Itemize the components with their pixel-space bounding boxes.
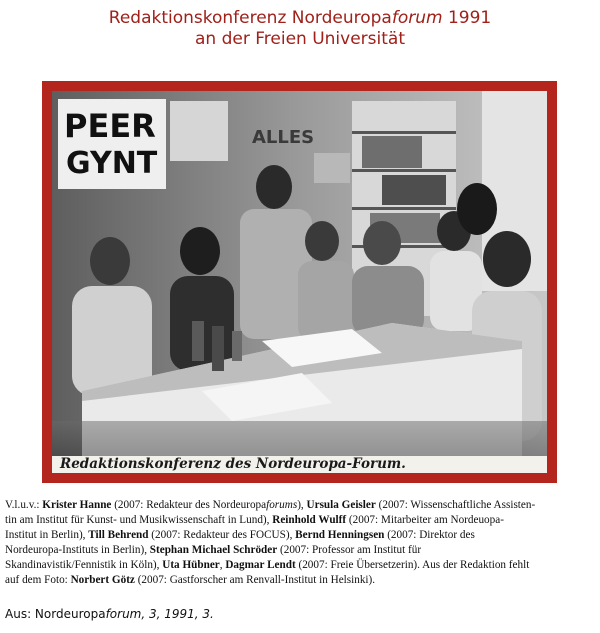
photo-frame: [42, 81, 557, 483]
person-role: Skandinavistik/Fennistik in Köln),: [5, 559, 163, 571]
source-prefix: Aus: Nordeuropa: [5, 607, 106, 621]
person-name: Uta Hübner: [162, 559, 220, 571]
person-name: Ursula Geisler: [306, 499, 376, 511]
caption-paragraph: [5, 498, 595, 588]
person-role: Institut in Berlin),: [5, 529, 89, 541]
title-text-year: 1991: [442, 8, 492, 28]
person-role: (2007: Professor am Institut für: [277, 544, 422, 556]
source-citation: [5, 606, 214, 622]
poster-line-1: PEER: [64, 107, 156, 145]
caption-line-6: [5, 573, 595, 588]
person-role: Nordeuropa-Instituts in Berlin),: [5, 544, 150, 556]
title-line-1: [0, 8, 600, 29]
person-role: (2007: Gastforscher am Renvall-Institut in Helsinki).: [134, 574, 376, 586]
page-title: [0, 8, 600, 50]
photo: [52, 91, 547, 456]
caption-prefix: V.l.u.v.:: [5, 499, 43, 511]
person-name: Dagmar Lendt: [225, 559, 296, 571]
person-role: (2007: Redakteur des FOCUS),: [148, 529, 296, 541]
person-name: Bernd Henningsen: [295, 529, 385, 541]
title-line-2: an der Freien Universität: [195, 29, 405, 49]
person-role-italic: forums: [266, 499, 298, 511]
photo-illustration: [52, 91, 547, 456]
person-name: Krister Hanne: [42, 499, 112, 511]
peer-gynt-poster: [58, 99, 166, 189]
separator: ,: [219, 559, 226, 571]
person-role: (2007: Wissenschaftliche Assisten-: [375, 499, 536, 511]
caption-line-4: [5, 543, 595, 558]
person-name: Norbert Götz: [70, 574, 135, 586]
person-role: ),: [297, 499, 307, 511]
person-role: (2007: Redakteur des Nordeuropa: [111, 499, 267, 511]
person-role: (2007: Freie Übersetzerin). Aus der Redaktion fehlt: [295, 559, 530, 571]
person-name: Till Behrend: [88, 529, 149, 541]
person-name: Stephan Michael Schröder: [149, 544, 278, 556]
title-text-a: Redaktionskonferenz Nordeuropa: [108, 8, 392, 28]
caption-line-2: [5, 513, 595, 528]
person-name: Reinhold Wulff: [272, 514, 347, 526]
person-role: (2007: Mitarbeiter am Nordeuopa-: [346, 514, 504, 526]
caption-line-1: [5, 498, 595, 513]
poster-line-2: GYNT: [66, 146, 158, 181]
title-text-italic: forum: [391, 8, 443, 28]
caption-line-3: [5, 528, 595, 543]
caption-line-5: [5, 558, 595, 573]
photo-caption-text: Redaktionskonferenz des Nordeuropa-Forum.: [60, 456, 406, 472]
caption-note: auf dem Foto:: [5, 574, 71, 586]
source-italic: forum, 3, 1991, 3.: [105, 607, 214, 621]
person-role: (2007: Direktor des: [384, 529, 475, 541]
wall-lettering: ALLES: [252, 127, 315, 148]
person-role: tin am Institut für Kunst- und Musikwissenschaft in Lund),: [5, 514, 273, 526]
photo-caption-strip: [52, 456, 547, 473]
